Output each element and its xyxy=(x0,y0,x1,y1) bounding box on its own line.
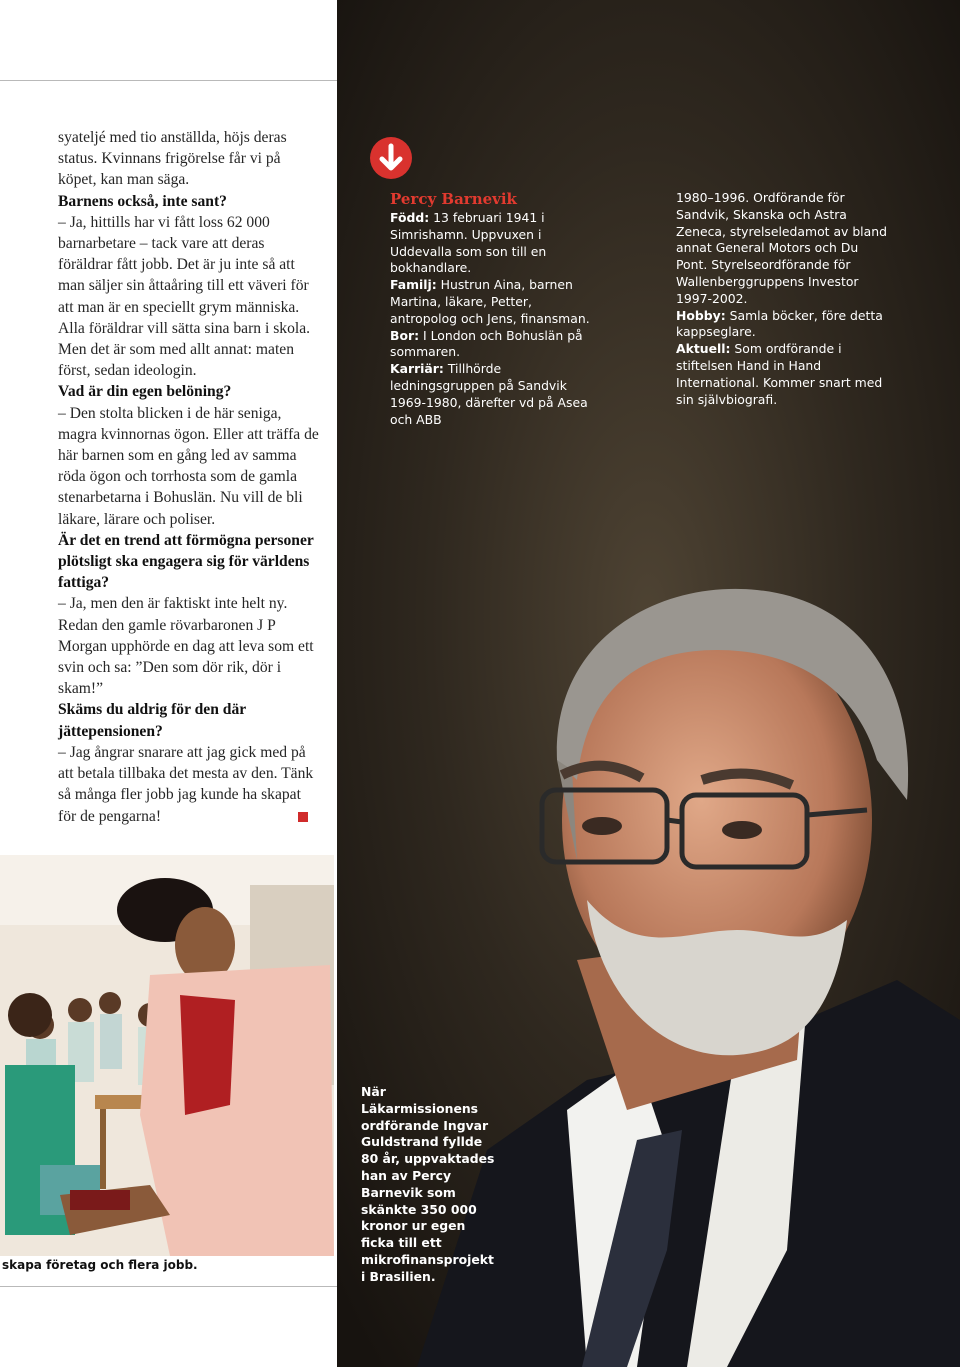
fact-current-label: Aktuell: xyxy=(676,341,731,357)
answer-paragraph: – Ja, men den är faktiskt inte helt ny. Redan den gamle rövarbaronen J P Morgan upphörde en dag att leva som ett svin och sa: ”Den som dör rik, dör i skam!” xyxy=(58,595,314,698)
fact-name: Percy Barnevik xyxy=(390,190,517,208)
fact-current xyxy=(676,341,891,408)
fact-lives-text: I London och Bohuslän på sommaren. xyxy=(390,327,583,360)
answer-paragraph: – Ja, hittills har vi fått loss 62 000 barnarbetare – tack vare att deras föräldrar fått jobb. Det är ju inte så att man säljer sin åttaåring till ett väveri för att man är en speciellt grym människa. Alla föräldrar vill sätta sina barn i skola. Men det är som med allt annat: maten först, sedan ideologin. xyxy=(58,213,311,380)
final-answer xyxy=(58,742,320,827)
fact-family xyxy=(390,277,595,327)
fact-career-label: Karriär: xyxy=(390,361,444,377)
fact-hobby-text: Samla böcker, före detta kappseglare. xyxy=(676,307,883,340)
fact-box-column-1 xyxy=(390,190,595,428)
fact-career-text: Tillhörde ledningsgruppen på Sandvik 1969-1980, därefter vd på Asea och ABB xyxy=(390,361,588,427)
fact-box-column-2 xyxy=(676,190,891,408)
portrait-caption: När Läkarmissionens ordförande Ingvar Guldstrand fyllde 80 år, uppvaktades han av Percy Barnevik som skänkte 350 000 kronor ur egen ficka till ett mikrofinansprojekt i Brasilien. xyxy=(361,1084,495,1284)
classroom-illustration xyxy=(0,855,334,1256)
arrow-down-icon xyxy=(370,137,412,179)
question-heading: Skäms du aldrig för den där jättepensionen? xyxy=(58,701,246,740)
fact-career xyxy=(390,361,595,428)
arrow-down-glyph xyxy=(370,137,412,179)
left-photo-caption: skapa företag och flera jobb. xyxy=(2,1258,198,1272)
bottom-rule xyxy=(0,1286,337,1287)
top-rule xyxy=(0,80,337,81)
answer-paragraph: – Den stolta blicken i de här seniga, magra kvinnornas ögon. Eller att träffa de här barnen som en gång led av samma röda ögon och torrhosta som de gamla stenarbetarna i Bohuslän. Nu vill de bli läkare, lärare och poliser. xyxy=(58,404,319,528)
question-heading: Vad är din egen belöning? xyxy=(58,383,232,401)
end-of-article-mark xyxy=(298,812,308,822)
interview-column xyxy=(58,127,320,827)
fact-family-text: Hustrun Aina, barnen Martina, läkare, Petter, antropolog och Jens, finansman. xyxy=(390,277,590,326)
fact-lives xyxy=(390,328,595,362)
fact-hobby xyxy=(676,308,891,342)
answer-paragraph: syateljé med tio anställda, höjs deras status. Kvinnans frigörelse får vi på köpet, kan man säga. xyxy=(58,129,287,189)
fact-born-label: Född: xyxy=(390,210,430,225)
fact-current-text: Som ordförande i stiftelsen Hand in Hand International. Kommer snart med sin självbiografi. xyxy=(676,341,883,407)
question-heading: Är det en trend att förmögna personer plötsligt ska engagera sig för världens fattiga? xyxy=(58,531,314,592)
answer-paragraph: – Jag ångrar snarare att jag gick med på att betala tillbaka det mesta av den. Tänk så många fler jobb jag kunde ha skapat för de pengarna! xyxy=(58,743,314,825)
fact-lives-label: Bor: xyxy=(390,327,420,343)
fact-career-continued: 1980–1996. Ordförande för Sandvik, Skanska och Astra Zeneca, styrelseledamot av bland annat General Motors och Du Pont. Styrelseordförande för Wallenberggruppens Investor 1997-2002. xyxy=(676,190,887,306)
question-heading: Barnens också, inte sant? xyxy=(58,192,227,210)
classroom-photo xyxy=(0,855,334,1256)
fact-hobby-label: Hobby: xyxy=(676,307,726,323)
fact-born xyxy=(390,210,595,277)
fact-born-text: 13 februari 1941 i Simrishamn. Uppvuxen i Uddevalla som son till en bokhandlare. xyxy=(390,210,547,276)
fact-family-label: Familj: xyxy=(390,277,437,293)
